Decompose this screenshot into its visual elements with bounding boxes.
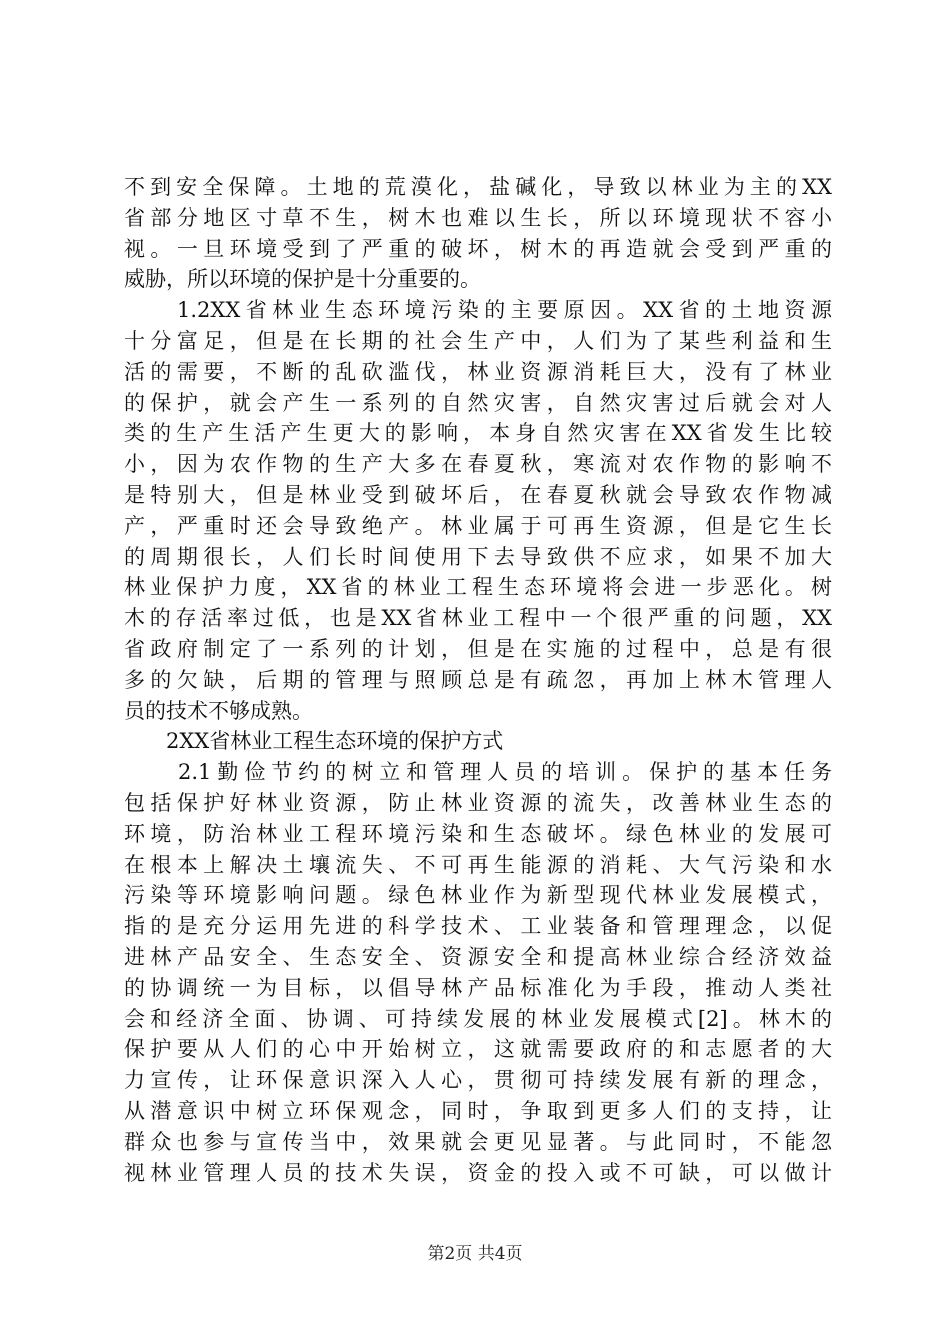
text-line: 指的是充分运用先进的科学技术、工业装备和管理理念，以促 [124,914,832,939]
text-line: 产，严重时还会导致绝产。林业属于可再生资源，但是它生长 [124,513,832,538]
text-line: 2XX省林业工程生态环境的保护方式 [124,729,504,754]
text-line: 保护要从人们的心中开始树立，这就需要政府的和志愿者的大 [124,1037,832,1062]
text-line: 类的生产生活产生更大的影响，本身自然灾害在XX省发生比较 [124,421,832,446]
text-line: 会和经济全面、协调、可持续发展的林业发展模式[2]。林木的 [124,1006,832,1031]
text-line: 1.2XX省林业生态环境污染的主要原因。XX省的土地资源 [124,298,832,323]
text-line: 视林业管理人员的技术失误，资金的投入或不可缺，可以做计 [124,1160,832,1185]
text-line: 员的技术不够成熟。 [124,698,313,723]
text-line: 2.1勤俭节约的树立和管理人员的培训。保护的基本任务 [124,760,832,785]
text-line: 林业保护力度，XX省的林业工程生态环境将会进一步恶化。树 [124,575,832,600]
text-line: 的协调统一为目标，以倡导林产品标准化为手段，推动人类社 [124,975,832,1000]
text-line: 多的欠缺，后期的管理与照顾总是有疏忽，再加上林木管理人 [124,667,832,692]
text-line: 群众也参与宣传当中，效果就会更见显著。与此同时，不能忽 [124,1129,832,1154]
text-line: 力宣传，让环保意识深入人心，贯彻可持续发展有新的理念， [124,1068,832,1093]
text-line: 小，因为农作物的生产大多在春夏秋，寒流对农作物的影响不 [124,452,832,477]
text-line: 十分富足，但是在长期的社会生产中，人们为了某些利益和生 [124,328,832,353]
text-line: 视。一旦环境受到了严重的破坏，树木的再造就会受到严重的 [124,236,832,261]
text-line: 的周期很长，人们长时间使用下去导致供不应求，如果不加大 [124,544,832,569]
text-line: 活的需要，不断的乱砍滥伐，林业资源消耗巨大，没有了林业 [124,359,832,384]
text-line: 威胁，所以环境的保护是十分重要的。 [124,267,481,292]
text-line: 在根本上解决土壤流失、不可再生能源的消耗、大气污染和水 [124,852,832,877]
text-line: 从潜意识中树立环保观念，同时，争取到更多人们的支持，让 [124,1098,832,1123]
page-number-footer: 第2页 共4页 [427,1244,523,1264]
text-line: 污染等环境影响问题。绿色林业作为新型现代林业发展模式， [124,883,832,908]
text-line: 省政府制定了一系列的计划，但是在实施的过程中，总是有很 [124,636,832,661]
text-line: 包括保护好林业资源，防止林业资源的流失，改善林业生态的 [124,790,832,815]
text-line: 省部分地区寸草不生，树木也难以生长，所以环境现状不容小 [124,205,832,230]
text-line: 木的存活率过低，也是XX省林业工程中一个很严重的问题，XX [124,606,832,631]
document-body [124,172,832,1188]
text-line: 进林产品安全、生态安全、资源安全和提高林业综合经济效益 [124,944,832,969]
text-line: 是特别大，但是林业受到破坏后，在春夏秋就会导致农作物减 [124,482,832,507]
text-line: 不到安全保障。土地的荒漠化，盐碱化，导致以林业为主的XX [124,175,832,199]
text-line: 的保护，就会产生一系列的自然灾害，自然灾害过后就会对人 [124,390,832,415]
text-line: 环境，防治林业工程环境污染和生态破坏。绿色林业的发展可 [124,821,832,846]
